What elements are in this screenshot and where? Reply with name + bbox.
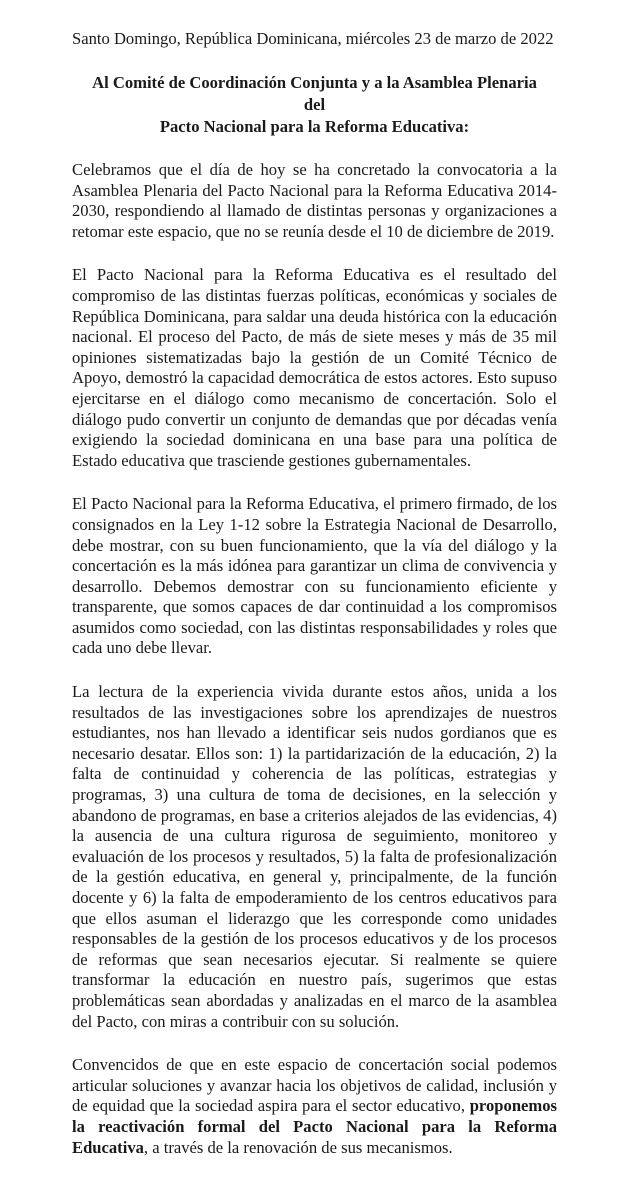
salutation-line-1: Al Comité de Coordinación Conjunta y a la Asamblea Plenaria bbox=[92, 73, 537, 92]
salutation bbox=[72, 72, 557, 138]
dateline: Santo Domingo, República Dominicana, miércoles 23 de marzo de 2022 bbox=[72, 29, 554, 48]
paragraph-4: La lectura de la experiencia vivida durante estos años, unida a los resultados de las investigaciones sobre los aprendizajes de nuestros estudiantes, nos han llevado a identificar seis nudos gordianos que es necesario desatar. Ellos son: 1) la partidarización de la educación, 2) la falta de continuidad y coherencia de las políticas, estrategias y programas, 3) una cultura de toma de decisiones, en la selección y abandono de programas, en base a criterios alejados de las evidencias, 4) la ausencia de una cultura rigurosa de seguimiento, monitoreo y evaluación de los procesos y resultados, 5) la falta de profesionalización de la gestión educativa, en general y, principalmente, de la función docente y 6) la falta de empoderamiento de los centros educativos para que ellos asuman el liderazgo que les corresponde como unidades responsables de la gestión de los procesos educativos y de los procesos de reformas que sean necesarios ejecutar. Si realmente se quiere transformar la educación en nuestro país, sugerimos que estas problemáticas sean abordadas y analizadas en el marco de la asamblea del Pacto, con miras a contribuir con su solución. bbox=[72, 682, 557, 1031]
paragraph-5-ending: , a través de la renovación de sus mecanismos. bbox=[143, 1137, 453, 1157]
letter-document bbox=[72, 28, 557, 1181]
paragraph-1: Celebramos que el día de hoy se ha concretado la convocatoria a la Asamblea Plenaria del Pacto Nacional para la Reforma Educativa 2014-2030, respondiendo al llamado de distintas personas y organizaciones a retomar este espacio, que no se reunía desde el 10 de diciembre de 2019. bbox=[72, 160, 557, 241]
salutation-line-3: Pacto Nacional para la Reforma Educativa: bbox=[159, 117, 470, 136]
paragraph-5-intro: Convencidos de que en este espacio de concertación social podemos articular soluciones y avanzar hacia los objetivos de calidad, inclusión y de equidad que la sociedad aspira para el sector educativo, bbox=[72, 1055, 557, 1116]
paragraph-3: El Pacto Nacional para la Reforma Educativa, el primero firmado, de los consignados en la Ley 1-12 sobre la Estrategia Nacional de Desarrollo, debe mostrar, con su buen funcionamiento, que la vía del diálogo y la concertación es la más idónea para garantizar un clima de convivencia y desarrollo. Debemos demostrar con su funcionamiento eficiente y transparente, que somos capaces de dar continuidad a los compromisos asumidos como sociedad, con las distintas responsabilidades y roles que cada uno debe llevar. bbox=[72, 494, 557, 658]
paragraph-2: El Pacto Nacional para la Reforma Educativa es el resultado del compromiso de las distintas fuerzas políticas, económicas y sociales de República Dominicana, para saldar una deuda histórica con la educación nacional. El proceso del Pacto, de más de siete meses y más de 35 mil opiniones sistematizadas bajo la gestión de un Comité Técnico de Apoyo, demostró la capacidad democrática de estos actores. Esto supuso ejercitarse en el diálogo como mecanismo de concertación. Solo el diálogo pudo convertir un conjunto de demandas que por décadas venía exigiendo la sociedad dominicana en una base para una política de Estado educativa que trasciende gestiones gubernamentales. bbox=[72, 265, 557, 470]
salutation-line-2: del bbox=[303, 95, 326, 114]
paragraph-5 bbox=[72, 1055, 557, 1158]
paragraph-5-proposal: proponemos la reactivación formal del Pacto Nacional para la Reforma Educativa bbox=[72, 1096, 557, 1157]
